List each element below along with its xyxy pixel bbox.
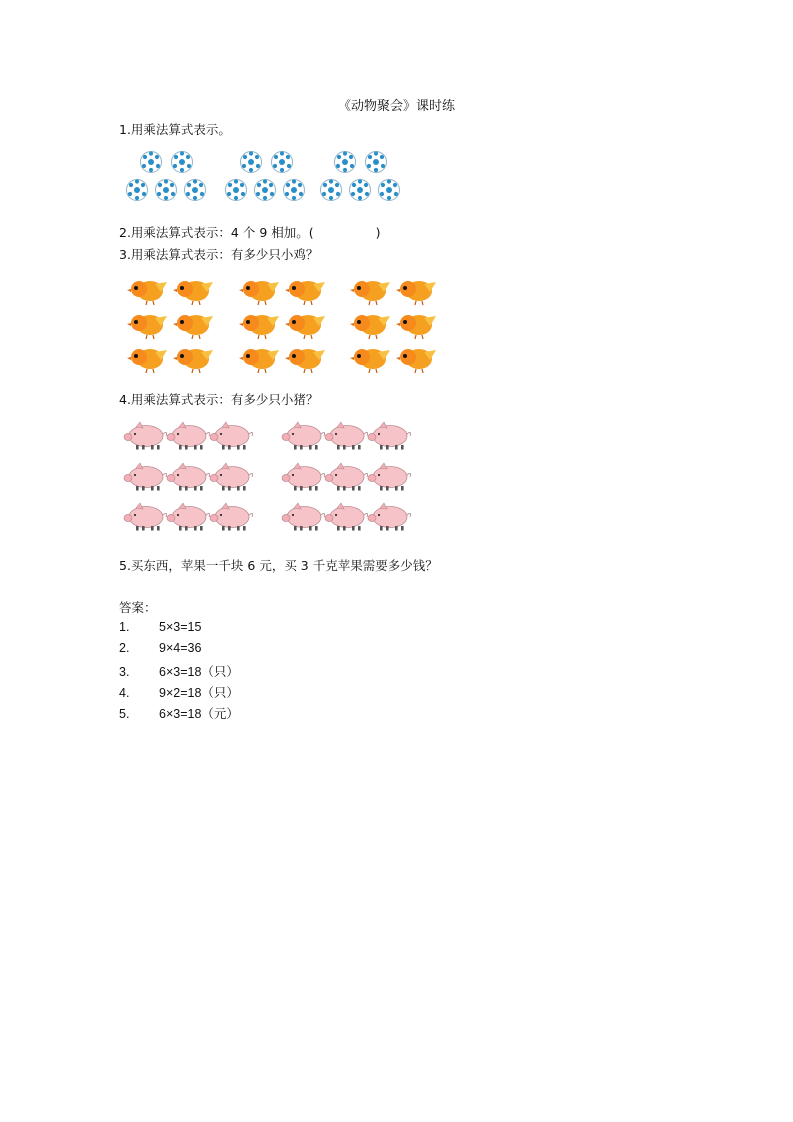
- chick-icon: [127, 281, 167, 305]
- answer-number: 3.: [119, 665, 130, 679]
- chick-icon: [239, 315, 279, 339]
- soccer-ball-icon: [255, 179, 276, 200]
- soccer-ball-icon: [335, 151, 356, 172]
- pig-icon: [368, 463, 411, 491]
- pig-icon: [325, 422, 368, 450]
- soccer-ball-icon: [141, 151, 162, 172]
- pig-icon: [325, 503, 368, 531]
- answer-text: 5×3=15: [159, 620, 202, 634]
- answers-heading: 答案：: [119, 600, 157, 615]
- soccer-ball-icon: [366, 151, 387, 172]
- answer-row: [119, 683, 239, 701]
- question-2: [119, 223, 381, 241]
- chick-icon: [350, 315, 390, 339]
- pig-icon: [368, 503, 411, 531]
- soccer-ball-icon: [241, 151, 262, 172]
- chick-icon: [396, 281, 436, 305]
- pig-icon: [210, 503, 253, 531]
- answer-number: 5.: [119, 707, 130, 721]
- answer-number: 2.: [119, 641, 130, 655]
- pig-icon: [210, 422, 253, 450]
- answer-row: [119, 662, 239, 680]
- question-2-text: 2.用乘法算式表示：4 个 9 相加。(: [119, 225, 314, 240]
- chick-icon: [396, 349, 436, 373]
- pig-icon: [282, 503, 325, 531]
- soccer-ball-icon: [185, 179, 206, 200]
- chick-icon: [285, 315, 325, 339]
- soccer-ball-icon: [284, 179, 305, 200]
- chick-icon: [127, 349, 167, 373]
- pig-icon: [282, 463, 325, 491]
- pig-icon: [167, 463, 210, 491]
- pig-icon: [368, 422, 411, 450]
- answer-text: 6×3=18（只）: [159, 665, 239, 679]
- answer-text: 9×2=18（只）: [159, 686, 239, 700]
- pig-icon: [124, 503, 167, 531]
- answer-number: 1.: [119, 620, 130, 634]
- answer-text: 9×4=36: [159, 641, 202, 655]
- answer-text: 6×3=18（元）: [159, 707, 239, 721]
- chick-icon: [173, 281, 213, 305]
- chick-icon: [396, 315, 436, 339]
- question-4: 4.用乘法算式表示：有多少只小猪？: [119, 392, 319, 407]
- chick-icon: [127, 315, 167, 339]
- pig-icon: [282, 422, 325, 450]
- chick-icon: [239, 349, 279, 373]
- pig-icon: [325, 463, 368, 491]
- chick-icon: [173, 349, 213, 373]
- soccer-ball-icon: [272, 151, 293, 172]
- question-2-close: ): [375, 225, 381, 240]
- pig-icon: [210, 463, 253, 491]
- page-title: 《动物聚会》课时练: [337, 99, 455, 114]
- question-1: 1.用乘法算式表示。: [119, 122, 231, 137]
- chick-icon: [350, 349, 390, 373]
- soccer-ball-icon: [379, 179, 400, 200]
- question-5: 5.买东西，苹果一千块 6 元，买 3 千克苹果需要多少钱？: [119, 558, 438, 573]
- chick-icon: [285, 349, 325, 373]
- question-3: 3.用乘法算式表示：有多少只小鸡？: [119, 247, 319, 262]
- chick-icon: [173, 315, 213, 339]
- pig-icon: [167, 422, 210, 450]
- answer-row: [119, 704, 239, 722]
- chick-icon: [350, 281, 390, 305]
- answer-row: [119, 620, 201, 634]
- pig-icon: [124, 463, 167, 491]
- chick-icon: [239, 281, 279, 305]
- pig-icon: [124, 422, 167, 450]
- soccer-ball-icon: [321, 179, 342, 200]
- soccer-ball-icon: [226, 179, 247, 200]
- pig-icon: [167, 503, 210, 531]
- soccer-ball-icon: [350, 179, 371, 200]
- answer-row: [119, 641, 201, 655]
- soccer-ball-icon: [156, 179, 177, 200]
- chick-icon: [285, 281, 325, 305]
- answer-number: 4.: [119, 686, 130, 700]
- soccer-ball-icon: [172, 151, 193, 172]
- soccer-ball-icon: [127, 179, 148, 200]
